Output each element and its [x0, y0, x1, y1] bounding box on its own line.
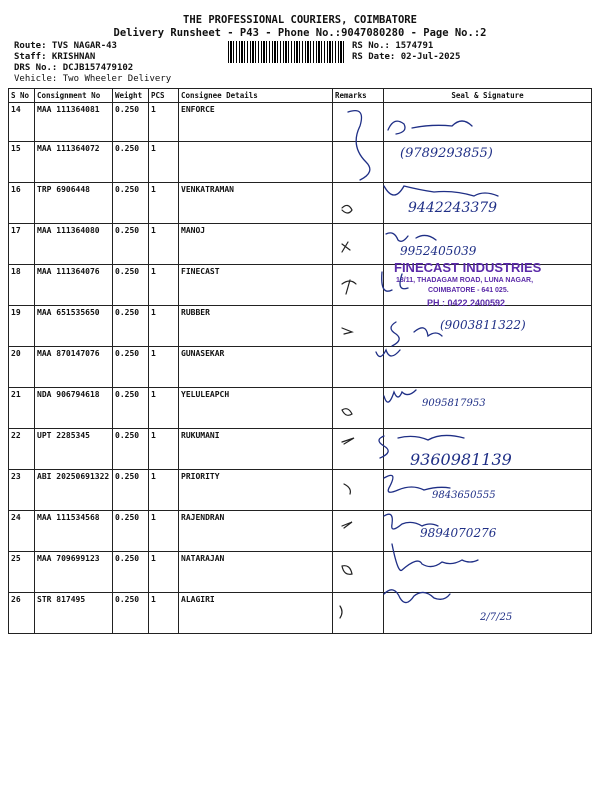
consignment-number: MAA 870147076	[35, 347, 113, 388]
remark-tick	[342, 328, 352, 334]
serial-number: 18	[9, 265, 35, 306]
runsheet-title: Delivery Runsheet - P43 - Phone No.:9047080280 - Page No.:2	[113, 27, 487, 39]
handwritten-phone: 9952405039	[400, 244, 477, 258]
serial-number: 16	[9, 183, 35, 224]
weight-value: 0.250	[113, 306, 149, 347]
consignee-name: RAJENDRAN	[179, 511, 333, 552]
consignee-name: YELULEAPCH	[179, 388, 333, 429]
consignment-number: MAA 111534568	[35, 511, 113, 552]
signature-mark	[382, 272, 408, 291]
weight-value: 0.250	[113, 511, 149, 552]
consignment-number: MAA 111364081	[35, 103, 113, 142]
weight-value: 0.250	[113, 470, 149, 511]
handwritten-phone: (9789293855)	[400, 146, 493, 161]
signature-mark	[386, 233, 436, 241]
pieces-count: 1	[149, 347, 179, 388]
signature-mark	[391, 322, 442, 346]
column-header: Consignment No	[35, 89, 113, 103]
weight-value: 0.250	[113, 183, 149, 224]
weight-value: 0.250	[113, 103, 149, 142]
handwritten-phone: 9843650555	[432, 490, 496, 501]
weight-value: 0.250	[113, 347, 149, 388]
remark-tick	[344, 484, 350, 494]
consignee-name: FINECAST	[179, 265, 333, 306]
consignee-name: RUBBER	[179, 306, 333, 347]
column-header: PCS	[149, 89, 179, 103]
stamp-phone: PH : 0422 2400592	[427, 298, 506, 308]
serial-number: 17	[9, 224, 35, 265]
consignee-name: PRIORITY	[179, 470, 333, 511]
serial-number: 19	[9, 306, 35, 347]
remark-tick	[340, 606, 342, 618]
consignee-name: MANOJ	[179, 224, 333, 265]
column-header: Weight	[113, 89, 149, 103]
weight-value: 0.250	[113, 142, 149, 183]
signature-mark	[384, 590, 450, 603]
pieces-count: 1	[149, 306, 179, 347]
drs-number: DRS No.: DCJB157479102	[14, 63, 134, 73]
pieces-count: 1	[149, 265, 179, 306]
serial-number: 23	[9, 470, 35, 511]
consignment-number: STR 817495	[35, 593, 113, 634]
stamp-address-line2: COIMBATORE - 641 025.	[428, 287, 509, 294]
rs-number: RS No.: 1574791	[352, 41, 434, 51]
serial-number: 26	[9, 593, 35, 634]
consignment-number: UPT 2285345	[35, 429, 113, 470]
signature-mark	[384, 390, 416, 402]
signature-mark	[376, 350, 400, 357]
pieces-count: 1	[149, 183, 179, 224]
serial-number: 21	[9, 388, 35, 429]
pieces-count: 1	[149, 470, 179, 511]
serial-number: 25	[9, 552, 35, 593]
remark-tick	[342, 522, 352, 528]
column-header: Consignee Details	[179, 89, 333, 103]
consignee-name: VENKATRAMAN	[179, 183, 333, 224]
handwritten-phone: 9442243379	[408, 200, 498, 216]
company-title: THE PROFESSIONAL COURIERS, COIMBATORE	[183, 14, 417, 26]
consignment-number: MAA 709699123	[35, 552, 113, 593]
handwritten-phone: 9894070276	[420, 526, 497, 540]
consignment-number: MAA 111364072	[35, 142, 113, 183]
pieces-count: 1	[149, 103, 179, 142]
handwritten-date: 2/7/25	[480, 612, 513, 623]
remark-tick	[342, 280, 356, 294]
pieces-count: 1	[149, 552, 179, 593]
serial-number: 15	[9, 142, 35, 183]
stamp-company-name: FINECAST INDUSTRIES	[394, 260, 542, 275]
remark-tick	[342, 438, 354, 444]
column-header: Remarks	[333, 89, 384, 103]
pieces-count: 1	[149, 388, 179, 429]
vehicle-label: Vehicle: Two Wheeler Delivery	[14, 74, 172, 84]
weight-value: 0.250	[113, 429, 149, 470]
weight-value: 0.250	[113, 552, 149, 593]
serial-number: 24	[9, 511, 35, 552]
staff-label: Staff: KRISHNAN	[14, 52, 96, 62]
stamp-address-line1: 18/11, THADAGAM ROAD, LUNA NAGAR,	[396, 277, 534, 284]
serial-number: 22	[9, 429, 35, 470]
pieces-count: 1	[149, 511, 179, 552]
signature-mark	[348, 111, 370, 180]
signature-mark	[388, 121, 472, 134]
signature-mark	[384, 186, 498, 196]
weight-value: 0.250	[113, 265, 149, 306]
weight-value: 0.250	[113, 593, 149, 634]
handwritten-phone: 9360981139	[410, 450, 512, 469]
consignment-number: TRP 6906448	[35, 183, 113, 224]
signature-mark	[379, 435, 464, 458]
rs-date: RS Date: 02-Jul-2025	[352, 52, 461, 62]
consignment-number: MAA 651535650	[35, 306, 113, 347]
consignment-number: MAA 111364076	[35, 265, 113, 306]
serial-number: 20	[9, 347, 35, 388]
consignment-number: NDA 906794618	[35, 388, 113, 429]
consignment-number: ABI 20250691322	[35, 470, 113, 511]
consignment-number: MAA 111364080	[35, 224, 113, 265]
weight-value: 0.250	[113, 224, 149, 265]
remark-tick	[342, 566, 352, 575]
pieces-count: 1	[149, 593, 179, 634]
consignee-name: NATARAJAN	[179, 552, 333, 593]
handwritten-phone: (9003811322)	[440, 318, 526, 332]
signature-mark	[392, 544, 478, 570]
signature-mark	[384, 514, 438, 529]
consignee-name: ALAGIRI	[179, 593, 333, 634]
remark-tick	[342, 242, 350, 252]
remark-tick	[342, 205, 352, 213]
consignee-name: GUNASEKAR	[179, 347, 333, 388]
signature-mark	[384, 475, 450, 492]
serial-number: 14	[9, 103, 35, 142]
pieces-count: 1	[149, 429, 179, 470]
column-header: Seal & Signature	[384, 89, 592, 103]
consignee-name: ENFORCE	[179, 103, 333, 142]
column-header: S No	[9, 89, 35, 103]
pieces-count: 1	[149, 224, 179, 265]
remark-tick	[342, 409, 352, 416]
route-label: Route: TVS NAGAR-43	[14, 41, 117, 51]
pieces-count: 1	[149, 142, 179, 183]
weight-value: 0.250	[113, 388, 149, 429]
handwritten-phone: 9095817953	[422, 398, 486, 409]
consignee-name: RUKUMANI	[179, 429, 333, 470]
